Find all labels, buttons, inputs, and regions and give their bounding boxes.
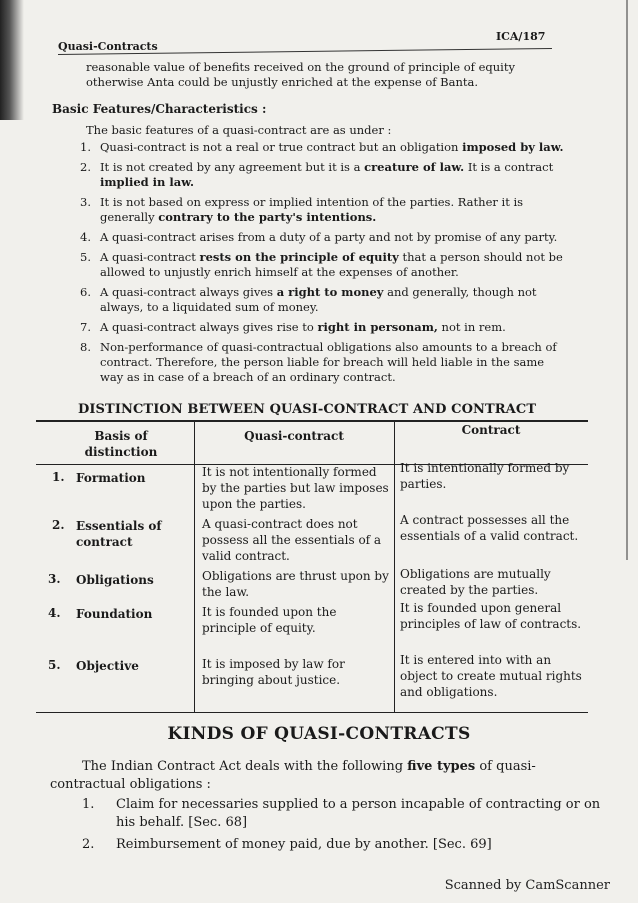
row-basis: Foundation <box>76 607 153 621</box>
row-number: 4. <box>48 606 61 620</box>
row-number: 2. <box>52 518 65 532</box>
table-bottom-rule <box>36 712 588 713</box>
row-basis: Formation <box>76 471 146 485</box>
feature-item: 2. It is not created by any agreement but it is a creature of law. It is a contract implied in law. <box>80 160 554 189</box>
feature-item: 6. A quasi-contract always gives a right to money and generally, though not always, to a liquidated sum of money. <box>80 285 537 314</box>
features-list <box>52 140 564 385</box>
column-header-quasi: Quasi-contract <box>244 429 344 443</box>
contract-cell: It is intentionally formed by parties. <box>400 461 570 491</box>
contract-cell: It is founded upon general principles of law of contracts. <box>400 601 582 631</box>
feature-item: 1. Quasi-contract is not a real or true contract but an obligation imposed by law. <box>80 140 564 154</box>
quasi-cell: It is founded upon the principle of equity. <box>202 605 337 635</box>
features-lead: The basic features of a quasi-contract are as under : <box>86 123 392 137</box>
row-number: 5. <box>48 658 61 672</box>
quasi-cell: A quasi-contract does not possess all the essentials of a valid contract. <box>202 517 382 563</box>
scan-edge-shadow <box>0 0 24 120</box>
kinds-item: 1. Claim for necessaries supplied to a person incapable of contracting or on his behalf. [Sec. 68] <box>82 797 601 830</box>
page-code: ICA/187 <box>496 30 546 43</box>
body-text <box>52 60 564 390</box>
quasi-cell: Obligations are thrust upon by the law. <box>202 569 389 599</box>
column-header-basis: Basis of distinction <box>84 429 158 459</box>
feature-item: 3. It is not based on express or implied intention of the parties. Rather it is generally contrary to the party's intentions. <box>80 195 524 224</box>
scan-edge-line <box>626 0 628 560</box>
row-number: 1. <box>52 470 65 484</box>
feature-item: 8. Non-performance of quasi-contractual obligations also amounts to a breach of contract. Therefore, the person liable for breach will held liable in the same way as in case of a breach of an ordinary contract. <box>80 340 557 384</box>
row-basis: Essentials of contract <box>76 519 162 549</box>
feature-item: 4. A quasi-contract arises from a duty of a party and not by promise of any party. <box>80 230 558 244</box>
feature-item: 5. A quasi-contract rests on the principle of equity that a person should not be allowed to unjustly enrich himself at the expenses of another. <box>80 250 563 279</box>
quasi-cell: It is not intentionally formed by the parties but law imposes upon the parties. <box>202 465 389 511</box>
scanner-watermark: Scanned by CamScanner <box>444 878 610 893</box>
table-column-divider <box>394 420 395 712</box>
contract-cell: It is entered into with an object to create mutual rights and obligations. <box>400 653 582 699</box>
row-number: 3. <box>48 572 61 586</box>
contract-cell: A contract possesses all the essentials of a valid contract. <box>400 513 579 543</box>
feature-item: 7. A quasi-contract always gives rise to right in personam, not in rem. <box>80 320 506 334</box>
row-basis: Objective <box>76 659 139 673</box>
kinds-title: KINDS OF QUASI-CONTRACTS <box>167 724 471 744</box>
contract-cell: Obligations are mutually created by the parties. <box>400 567 551 597</box>
kinds-item: 2. Reimbursement of money paid, due by another. [Sec. 69] <box>82 837 492 852</box>
kinds-list <box>82 796 612 858</box>
distinction-title: DISTINCTION BETWEEN QUASI-CONTRACT AND CONTRACT <box>78 402 537 417</box>
column-header-contract: Contract <box>461 423 521 437</box>
features-heading: Basic Features/Characteristics : <box>52 102 267 116</box>
intro-paragraph: reasonable value of benefits received on the ground of principle of equity otherwise Anta could be unjustly enriched at the expense of Banta. <box>86 60 515 89</box>
table-column-divider <box>194 420 195 712</box>
running-header-title: Quasi-Contracts <box>58 40 158 53</box>
kinds-intro: The Indian Contract Act deals with the following five types of quasi-contractual obligations : <box>50 759 536 792</box>
quasi-cell: It is imposed by law for bringing about justice. <box>202 657 345 687</box>
row-basis: Obligations <box>76 573 154 587</box>
